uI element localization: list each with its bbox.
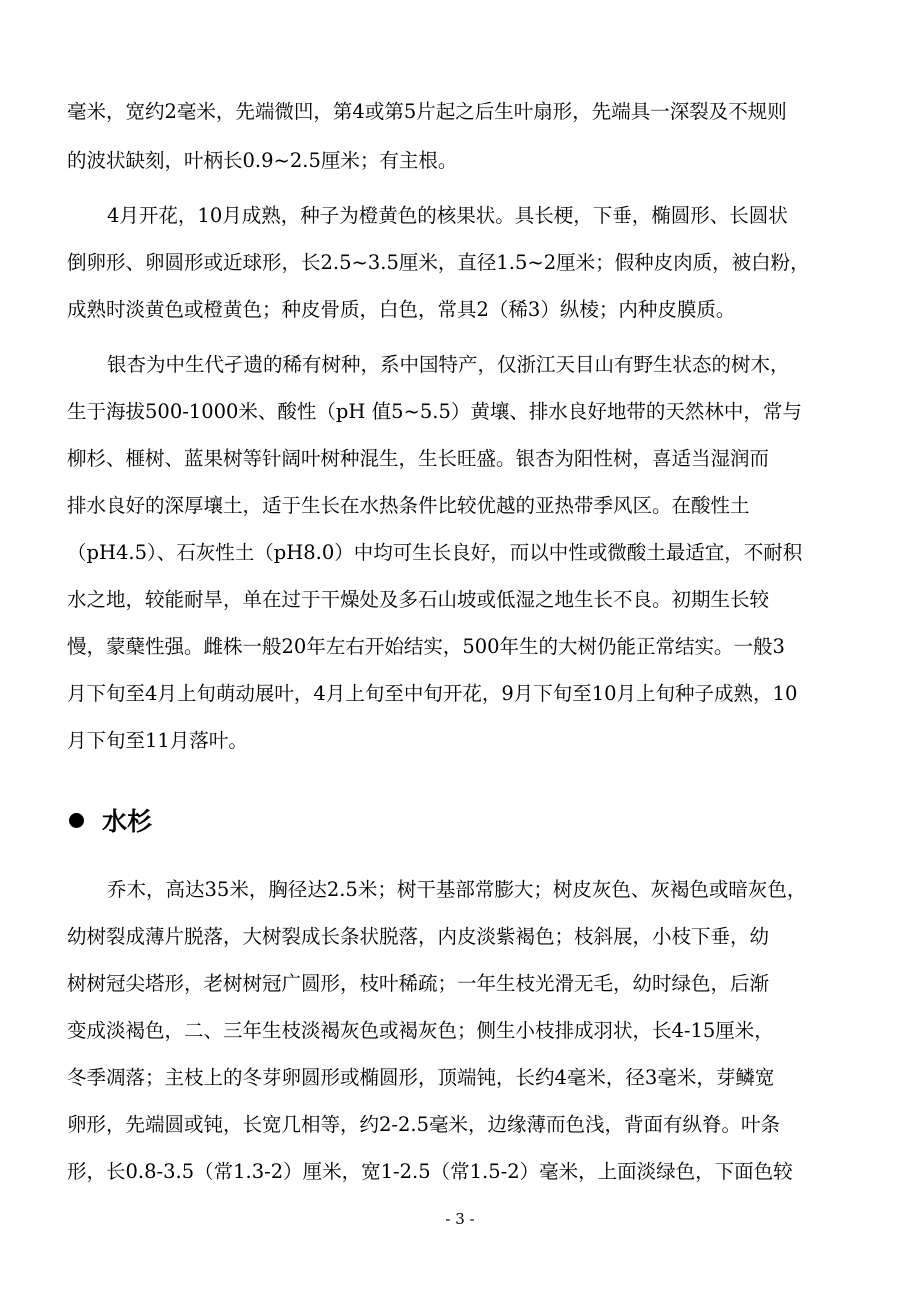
paragraph-line: 银杏为中生代孑遗的稀有树种，系中国特产，仅浙江天目山有野生状态的树木，	[107, 353, 790, 376]
page-number: - 3 -	[445, 1210, 475, 1228]
paragraph-line: 变成淡褐色，二、三年生枝淡褐灰色或褐灰色；侧生小枝排成羽状，长4-15厘米，	[67, 1019, 774, 1042]
paragraph-line: 月下旬至11月落叶。	[67, 729, 248, 752]
paragraph-line: 水之地，较能耐旱，单在过于干燥处及多石山坡或低湿之地生长不良。初期生长较	[67, 588, 770, 611]
paragraph-line: 柳杉、榧树、蓝果树等针阔叶树种混生，生长旺盛。银杏为阳性树，喜适当湿润而	[67, 447, 770, 470]
bullet-icon	[69, 813, 84, 828]
paragraph-line: 4月开花，10月成熟，种子为橙黄色的核果状。具长梗，下垂，椭圆形、长圆状	[107, 204, 788, 227]
paragraph-line: 冬季凋落；主枝上的冬芽卵圆形或椭圆形，顶端钝，长约4毫米，径3毫米，芽鳞宽	[67, 1066, 775, 1089]
section-heading-text: 水杉	[102, 807, 153, 836]
paragraph-line: 成熟时淡黄色或橙黄色；种皮骨质，白色，常具2（稀3）纵棱；内种皮膜质。	[67, 298, 736, 321]
paragraph-line: 卵形，先端圆或钝，长宽几相等，约2-2.5毫米，边缘薄而色浅，背面有纵脊。叶条	[67, 1113, 781, 1136]
paragraph-line: 乔木，高达35米，胸径达2.5米；树干基部常膨大；树皮灰色、灰褐色或暗灰色，	[107, 878, 807, 901]
paragraph-line: 倒卵形、卵圆形或近球形，长2.5~3.5厘米，直径1.5~2厘米；假种皮肉质，被白粉，	[67, 251, 810, 274]
paragraph-line: 生于海拔500-1000米、酸性（pH 值5~5.5）黄壤、排水良好地带的天然林中，常与	[67, 400, 802, 423]
paragraph-line: 月下旬至4月上旬萌动展叶，4月上旬至中旬开花，9月下旬至10月上旬种子成熟，10	[67, 682, 798, 705]
paragraph-line: 排水良好的深厚壤土，适于生长在水热条件比较优越的亚热带季风区。在酸性土	[67, 494, 750, 517]
paragraph-line: 树树冠尖塔形，老树树冠广圆形，枝叶稀疏；一年生枝光滑无毛，幼时绿色，后渐	[67, 972, 770, 995]
paragraph-line: 毫米，宽约2毫米，先端微凹，第4或第5片起之后生叶扇形，先端具一深裂及不规则	[67, 100, 787, 123]
paragraph-line: 幼树裂成薄片脱落，大树裂成长条状脱落，内皮淡紫褐色；枝斜展，小枝下垂，幼	[67, 925, 770, 948]
paragraph-line: 形，长0.8-3.5（常1.3-2）厘米，宽1-2.5（常1.5-2）毫米，上面淡绿色，下面色较	[67, 1160, 793, 1183]
section-heading	[67, 800, 152, 840]
paragraph-line: 慢，蒙蘖性强。雌株一般20年左右开始结实，500年生的大树仍能正常结实。一般3	[67, 635, 785, 658]
paragraph-line: （pH4.5）、石灰性土（pH8.0）中均可生长良好，而以中性或微酸土最适宜，不耐积	[67, 541, 803, 564]
paragraph-line: 的波状缺刻，叶柄长0.9~2.5厘米；有主根。	[67, 149, 458, 172]
